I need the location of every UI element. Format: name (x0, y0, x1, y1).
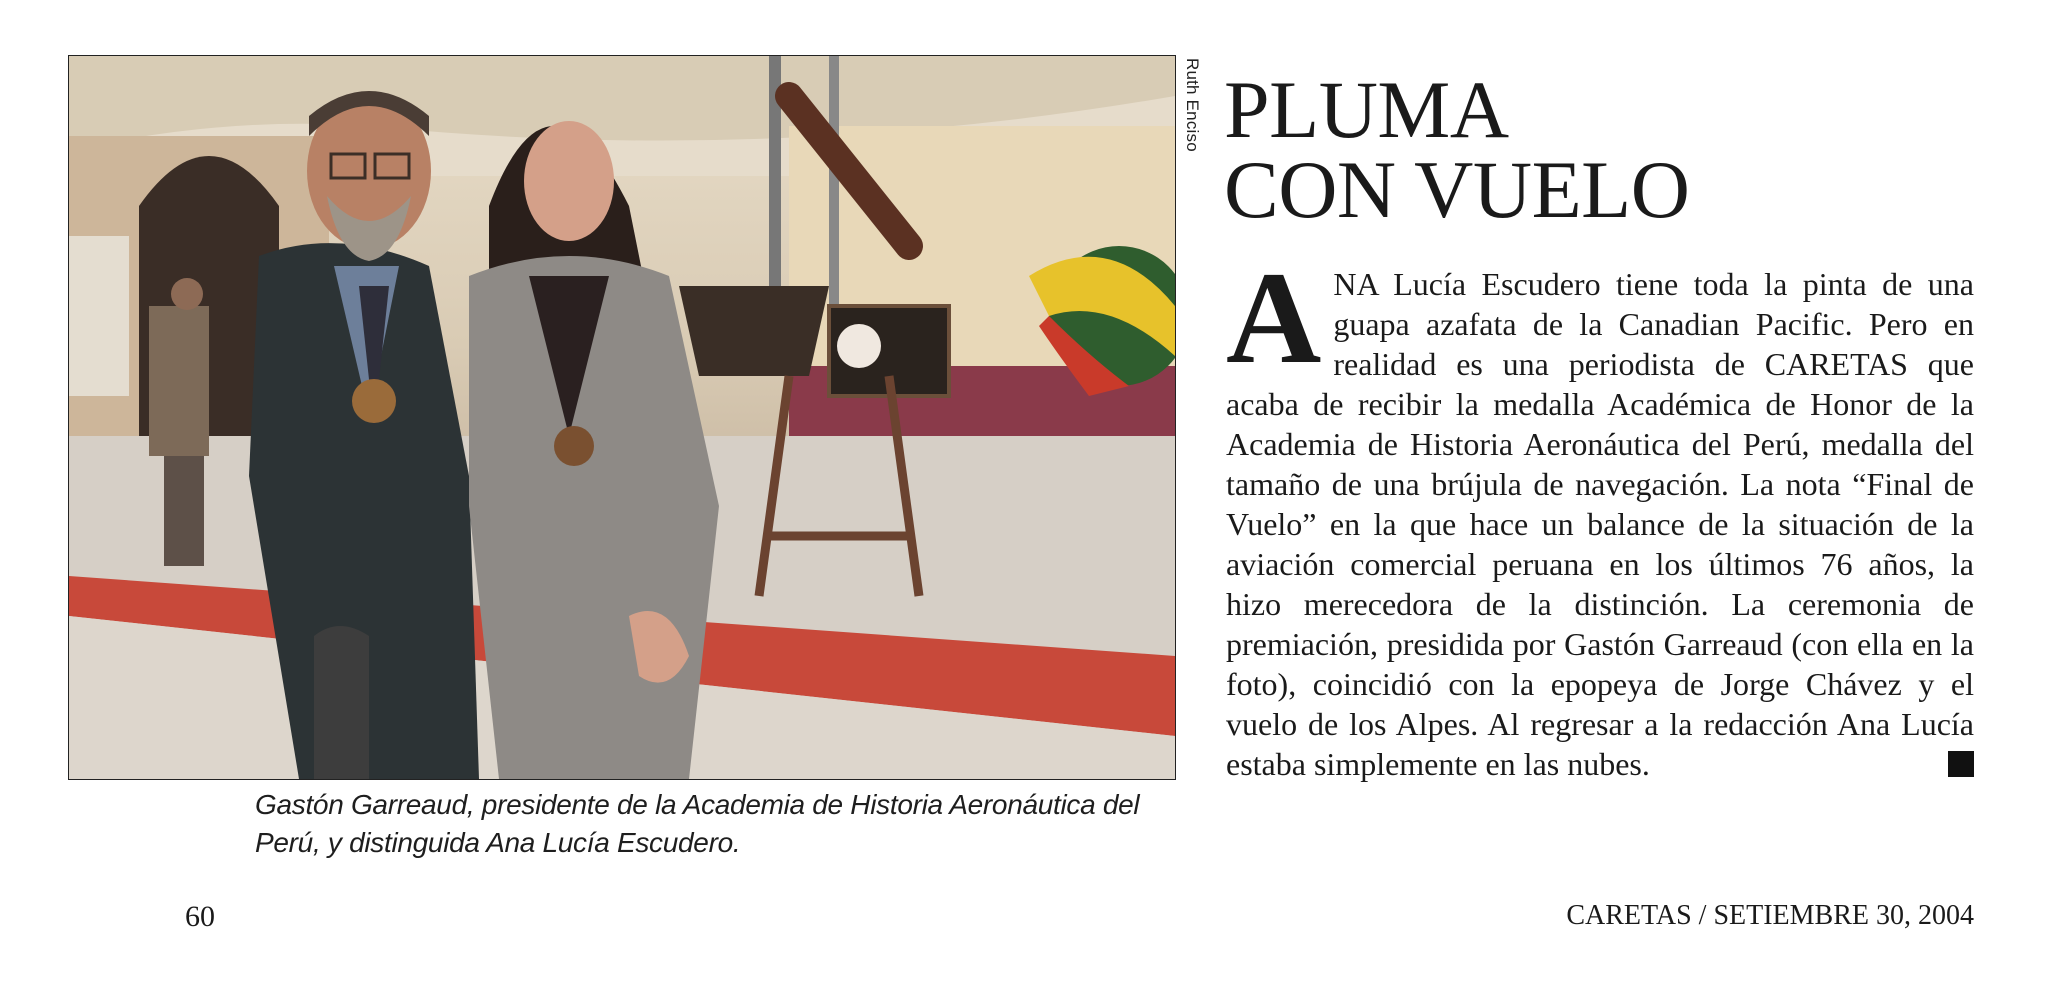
folio: CARETAS / SETIEMBRE 30, 2004 (1566, 900, 1974, 931)
page-number: 60 (185, 900, 215, 933)
headline (1224, 64, 2004, 235)
article-photo (68, 55, 1176, 780)
photo-credit: Ruth Enciso (1183, 58, 1202, 152)
photo-caption: Gastón Garreaud, presidente de la Academia de Historia Aeronáutica del Perú, y distinguida Ana Lucía Escudero. (255, 789, 1140, 858)
article-body-text: NA Lucía Escudero tiene toda la pinta de una guapa azafata de la Canadian Pacific. Pero en realidad es una periodista de CARETAS que acaba de recibir la medalla Académica de Honor de la Academia de Historia Aeronáutica del Perú, medalla del tamaño de una brújula de navegación. La nota “Final de Vuelo” en la que hace un balance de la situación de la aviación comercial peruana en los últimos 76 años, la hizo merecedora de la distinción. La ceremonia de premiación, presidida por Gastón Garreaud (con ella en la foto), coincidió con la epopeya de Jorge Chávez y el vuelo de los Alpes. Al regresar a la redacción Ana Lucía estaba simplemente en las nubes. (1226, 266, 1974, 782)
end-of-article-mark (1948, 751, 1974, 777)
article-body (1226, 244, 1974, 784)
drop-cap: A (1226, 244, 1322, 391)
headline-line-2: CON VUELO (1224, 144, 1690, 235)
headline-line-1: PLUMA (1224, 64, 1509, 155)
